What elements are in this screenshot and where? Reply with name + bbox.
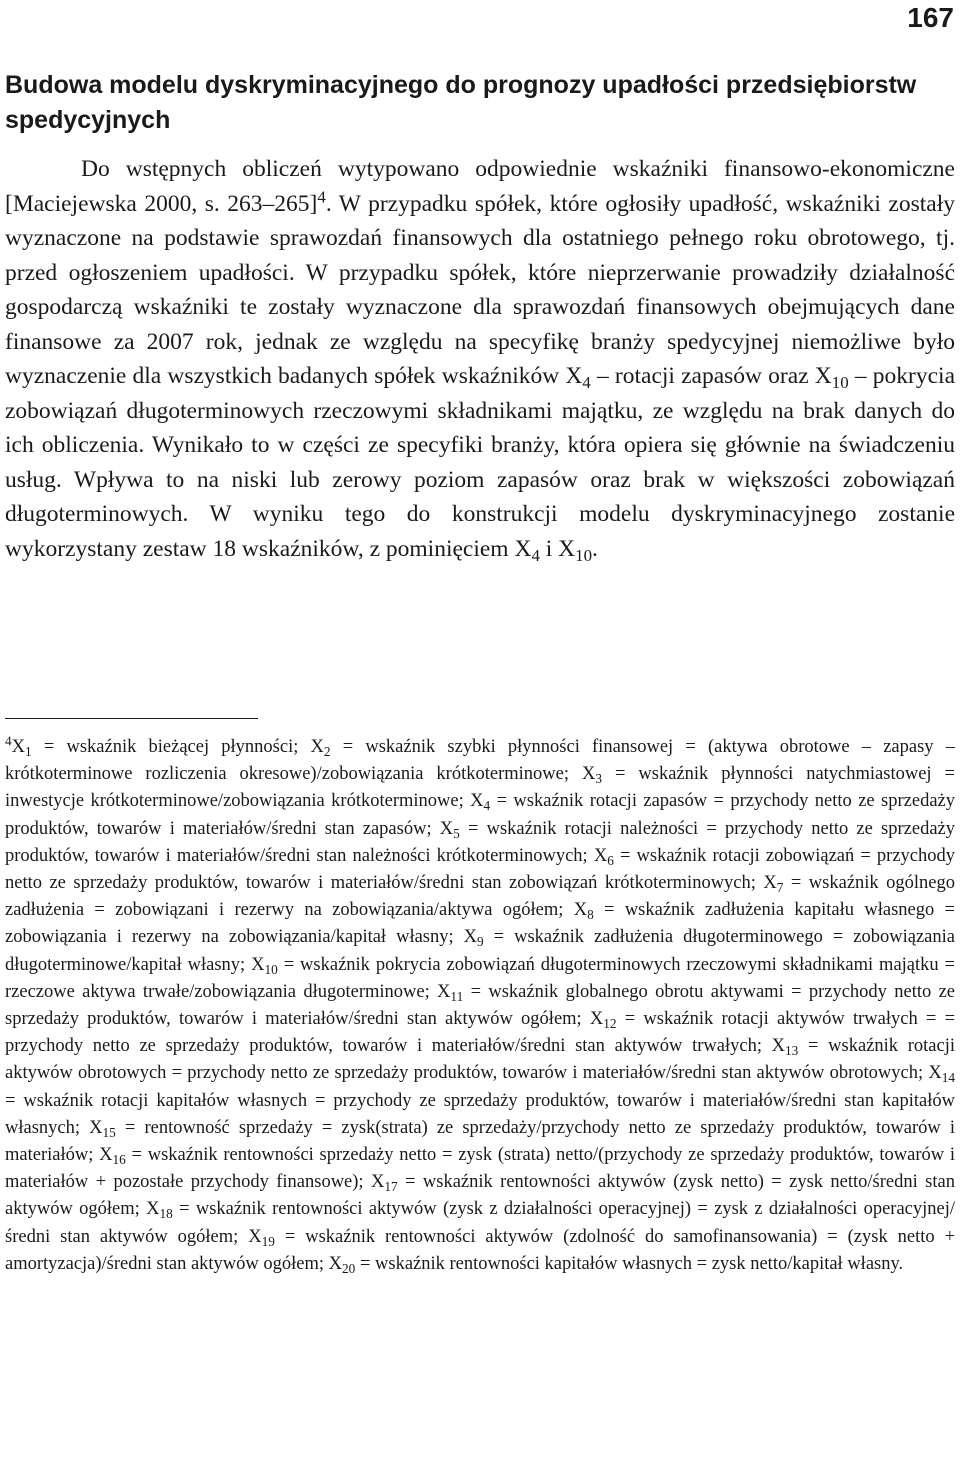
subscript: 20 bbox=[342, 1260, 356, 1276]
footnote-text-segment: X bbox=[11, 737, 26, 757]
body-paragraph bbox=[5, 152, 955, 566]
footnote-text-segment: = wskaźnik rentowności aktywów (zdolność do samofinansowania) = (zysk netto + amortyzacja)/średni stan aktywów ogółem; X bbox=[5, 1226, 955, 1274]
footnote bbox=[5, 734, 955, 1278]
footnote-text-segment: = wskaźnik pokrycia zobowiązań długoterminowych rzeczowymi składnikami majątku = rzeczowe aktywa trwałe/zobowiązania długoterminowe; X bbox=[5, 954, 955, 1002]
footnote-reference: 4 bbox=[317, 187, 326, 207]
subscript: 10 bbox=[575, 545, 593, 565]
footnote-text-segment: = wskaźnik ogólnego zadłużenia = zobowiązani i rezerwy na zobowiązania/aktywa ogółem; X bbox=[5, 873, 956, 921]
body-text-segment: i X bbox=[539, 535, 576, 562]
footnote-text-segment: = wskaźnik rotacji aktywów obrotowych = przychody netto ze sprzedaży produktów, towarów i materiałów/średni stan aktywów obrotowych; X bbox=[5, 1036, 955, 1084]
footnote-text-segment: = wskaźnik globalnego obrotu aktywami = przychody netto ze sprzedaży produktów, towarów i materiałów/średni stan aktywów ogółem; X bbox=[5, 981, 955, 1030]
subscript: 9 bbox=[477, 934, 484, 950]
body-text-segment: Do wstępnych obliczeń wytypowano odpowiednie wskaźniki finansowo-ekonomiczne [Maciejewska 2000, s. 263–265] bbox=[5, 156, 955, 217]
subscript: 11 bbox=[450, 988, 464, 1004]
subscript: 15 bbox=[102, 1124, 116, 1140]
footnote-text-segment: = wskaźnik rentowności aktywów (zysk z działalności operacyjnej) = zysk z działalności operacyjnej/średni stan aktywów ogółem; X bbox=[5, 1199, 955, 1247]
subscript: 17 bbox=[384, 1179, 398, 1195]
subscript: 12 bbox=[603, 1016, 617, 1032]
subscript: 3 bbox=[595, 771, 602, 787]
subscript: 10 bbox=[264, 961, 278, 977]
subscript: 4 bbox=[582, 373, 591, 393]
subscript: 13 bbox=[785, 1043, 799, 1059]
footnote-text-segment: = wskaźnik bieżącej płynności; X bbox=[31, 737, 324, 757]
subscript: 16 bbox=[112, 1152, 126, 1168]
subscript: 1 bbox=[25, 743, 32, 759]
footnote-text-segment: = wskaźnik rotacji zobowiązań = przychody netto ze sprzedaży produktów, towarów i materiałów/średni stan zobowiązań krótkoterminowych; X bbox=[5, 845, 956, 894]
subscript: 4 bbox=[483, 798, 491, 814]
subscript: 4 bbox=[531, 545, 540, 565]
body-text-segment: – pokrycia zobowiązań długoterminowych rzeczowymi składnikami majątku, ze względu na brak danych do ich obliczenia. Wynikało to w części ze specyfiki branży, która opiera się głównie na świadczeniu usług. Wpływa to na niski lub zerowy poziom zapasów oraz brak w większości zobowiązań długoterminowych. W wyniku tego do konstrukcji modelu dyskryminacyjnego zostanie wykorzystany zestaw 18 wskaźników, z pominięciem X bbox=[5, 363, 955, 562]
page-number: 167 bbox=[907, 2, 954, 33]
subscript: 19 bbox=[261, 1233, 275, 1249]
section-heading: Budowa modelu dyskryminacyjnego do prognozy upadłości przedsiębiorstw spedycyjnych bbox=[5, 71, 917, 134]
footnote-text-segment: = wskaźnik rentowności kapitałów własnych = zysk netto/kapitał własny. bbox=[355, 1253, 904, 1274]
footnote-text-segment: = rentowność sprzedaży = zysk(strata) ze sprzedaży/przychody netto ze sprzedaży produktów, towarów i materiałów; X bbox=[5, 1117, 955, 1166]
footnote-text-segment: = wskaźnik rentowności aktywów (zysk netto) = zysk netto/średni stan aktywów ogółem; X bbox=[5, 1172, 955, 1220]
footnote-text-segment: = wskaźnik rotacji aktywów trwałych = = przychody netto ze sprzedaży produktów, towarów i materiałów/średni stan aktywów trwałych; X bbox=[5, 1009, 956, 1057]
subscript: 7 bbox=[776, 880, 784, 895]
footnote-text-segment: = wskaźnik rotacji kapitałów własnych = przychody ze sprzedaży produktów, towarów i materiałów/średni stan kapitałów własnych; X bbox=[5, 1090, 955, 1138]
footnote-text-segment: = wskaźnik szybki płynności finansowej = (aktywa obrotowe – zapasy – krótkoterminowe rozliczenia okresowe)/zobowiązania krótkoterminowe; X bbox=[5, 737, 955, 785]
body-text-segment: . W przypadku spółek, które ogłosiły upadłość, wskaźniki zostały wyznaczone na podstawie sprawozdań finansowych dla ostatniego pełnego roku obrotowego, tj. przed ogłoszeniem upadłości. W przypadku spółek, które nieprzerwanie prowadziły działalność gospodarczą wskaźniki te zostały wyznaczone dla sprawozdań finansowych obejmujących dane finansowe za 2007 rok, jednak ze względu na specyfikę branży spedycyjnej niemożliwe było wyznaczenie dla wszystkich badanych spółek wskaźników X bbox=[5, 190, 955, 389]
footnote-text-segment: = wskaźnik rotacji zapasów = przychody netto ze sprzedaży produktów, towarów i materiałów/średni stan zapasów; X bbox=[5, 791, 955, 839]
body-text-segment: . bbox=[592, 535, 598, 562]
subscript: 8 bbox=[587, 907, 594, 923]
footnote-separator bbox=[5, 718, 258, 719]
body-text-segment: – rotacji zapasów oraz X bbox=[590, 363, 832, 389]
footnote-text-segment: = wskaźnik płynności natychmiastowej = inwestycje krótkoterminowe/zobowiązania krótkoterminowe; X bbox=[5, 764, 955, 812]
subscript: 10 bbox=[831, 373, 849, 393]
subscript: 2 bbox=[323, 743, 331, 759]
footnote-text-segment: = wskaźnik zadłużenia długoterminowego = zobowiązania długoterminowe/kapitał własny; X bbox=[5, 927, 955, 975]
subscript: 18 bbox=[159, 1206, 173, 1222]
footnote-text-segment: = wskaźnik rotacji należności = przychody netto ze sprzedaży produktów, towarów i materiałów/średni stan należności krótkoterminowych; X bbox=[5, 818, 955, 866]
subscript: 5 bbox=[453, 825, 460, 841]
subscript: 14 bbox=[941, 1070, 955, 1086]
footnote-text-segment: = wskaźnik rentowności sprzedaży netto = zysk (strata) netto/(przychody ze sprzedaży produktów, towarów i materiałów + pozostałe przychody finansowe); X bbox=[5, 1145, 956, 1193]
subscript: 6 bbox=[607, 852, 614, 868]
footnote-marker: 4 bbox=[5, 733, 12, 749]
footnote-text-segment: = wskaźnik zadłużenia kapitału własnego = zobowiązania i rezerwy na zobowiązania/kapitał własny; X bbox=[5, 900, 955, 948]
footnote-content bbox=[5, 737, 955, 1274]
